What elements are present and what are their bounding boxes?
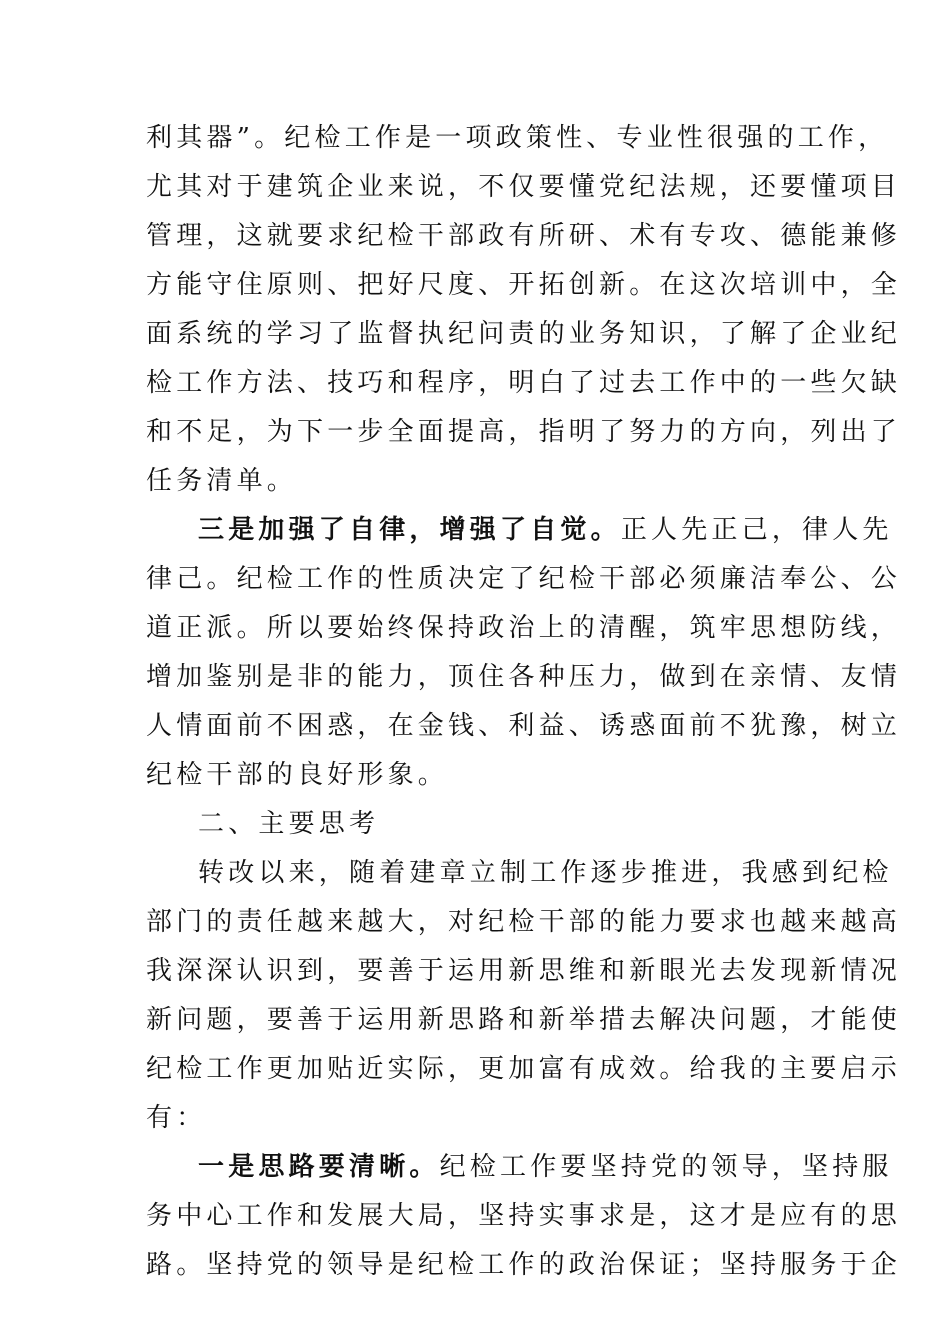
paragraph-lead-rest: 正人先正己，律人先 (620, 515, 893, 545)
text-line: 检工作方法、技巧和程序，明白了过去工作中的一些欠缺 (146, 368, 902, 398)
text-line: 管理，这就要求纪检干部政有所研、术有专攻、德能兼修 (146, 221, 902, 251)
text-line: 路。坚持党的领导是纪检工作的政治保证；坚持服务于企 (146, 1250, 902, 1280)
text-line: 和不足，为下一步全面提高，指明了努力的方向，列出了 (146, 417, 902, 447)
paragraph-lead-bold: 三是加强了自律，增强了自觉。 (198, 515, 621, 545)
paragraph-clear-thinking (146, 1143, 902, 1290)
section-heading: 二、主要思考 (198, 809, 380, 839)
paragraph-main-thoughts (146, 849, 902, 1143)
paragraph-training-summary (146, 114, 902, 506)
text-line: 有： (146, 1103, 207, 1133)
text-line: 任务清单。 (146, 466, 298, 496)
paragraph-self-discipline (146, 506, 902, 800)
paragraph-lead-rest: 纪检工作要坚持党的领导，坚持服 (439, 1152, 893, 1182)
text-line: 律己。纪检工作的性质决定了纪检干部必须廉洁奉公、公 (146, 564, 902, 594)
text-line (146, 1143, 893, 1192)
text-line: 增加鉴别是非的能力，顶住各种压力，做到在亲情、友情 (146, 662, 902, 692)
text-line: 纪检工作更加贴近实际，更加富有成效。给我的主要启示 (146, 1054, 902, 1084)
text-line: 转改以来，随着建章立制工作逐步推进，我感到纪检 (198, 858, 893, 888)
text-line: 面系统的学习了监督执纪问责的业务知识，了解了企业纪 (146, 319, 902, 349)
text-line: 利其器”。纪检工作是一项政策性、专业性很强的工作， (146, 123, 889, 153)
text-line: 纪检干部的良好形象。 (146, 760, 449, 790)
text-line: 道正派。所以要始终保持政治上的清醒，筑牢思想防线， (146, 613, 902, 643)
text-line: 方能守住原则、把好尺度、开拓创新。在这次培训中，全 (146, 270, 902, 300)
text-line: 尤其对于建筑企业来说，不仅要懂党纪法规，还要懂项目 (146, 172, 902, 202)
document-page (146, 114, 902, 1290)
text-line: 人情面前不困惑，在金钱、利益、诱惑面前不犹豫，树立 (146, 711, 902, 741)
text-line: 新问题，要善于运用新思路和新举措去解决问题，才能使 (146, 1005, 902, 1035)
text-line: 部门的责任越来越大，对纪检干部的能力要求也越来越高 (146, 907, 902, 937)
text-line: 务中心工作和发展大局，坚持实事求是，这才是应有的思 (146, 1201, 902, 1231)
paragraph-lead-bold: 一是思路要清晰。 (198, 1152, 440, 1182)
text-line (146, 506, 893, 555)
text-line: 我深深认识到，要善于运用新思维和新眼光去发现新情况 (146, 956, 902, 986)
